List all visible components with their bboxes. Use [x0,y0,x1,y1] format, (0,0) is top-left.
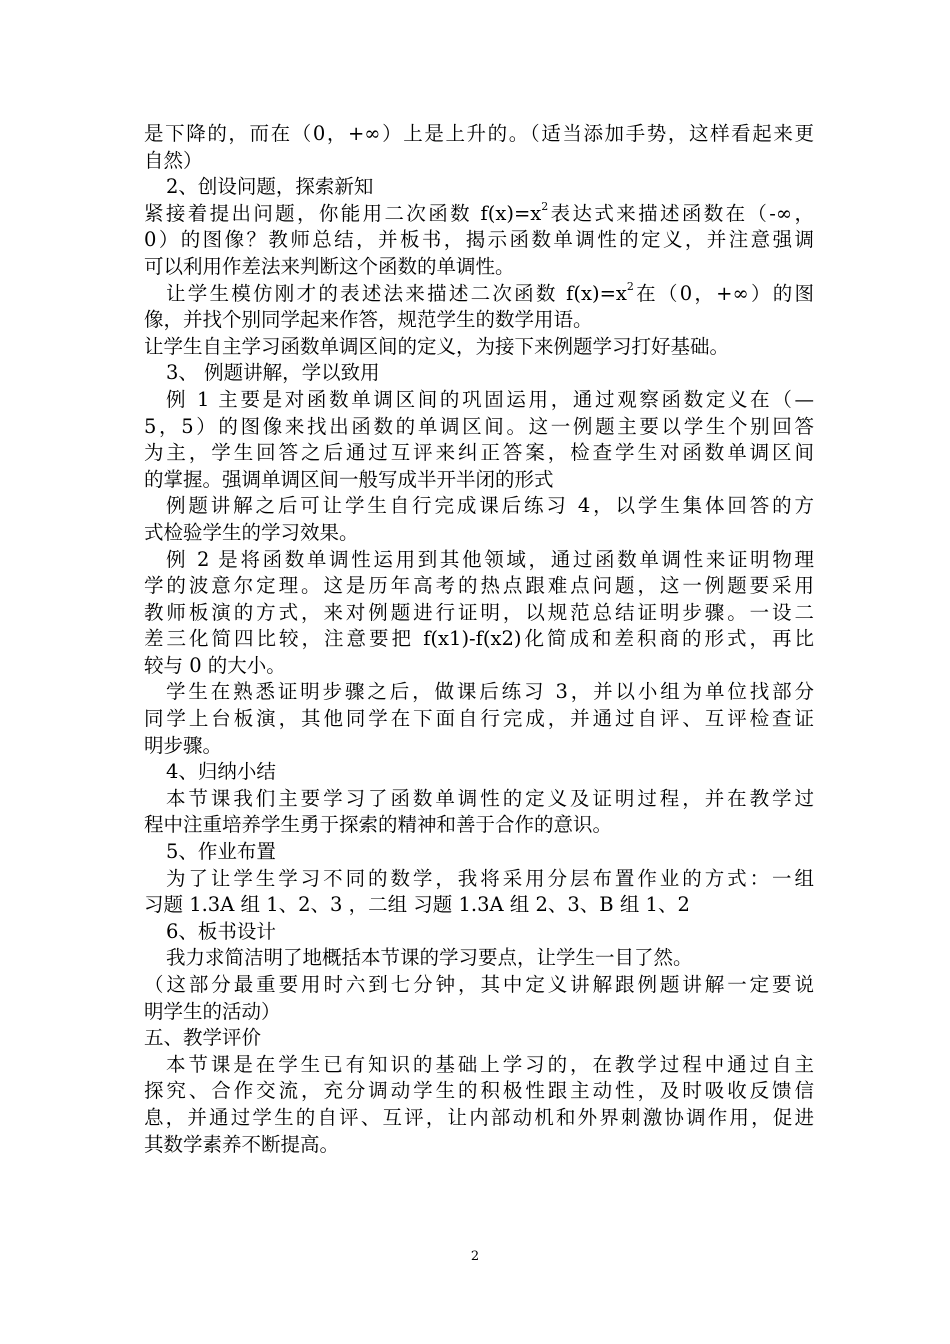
document-body [144,121,814,1158]
section-heading: 2、创设问题，探索新知 [166,175,374,199]
text-line: 本节课我们主要学习了函数单调性的定义及证明过程，并在教学过 [166,786,814,810]
text-line: 习题 1.3A 组 1、2、3 ，二组 习题 1.3A 组 2、3、B 组 1、2 [144,893,690,917]
text-line: 为主，学生回答之后通过互评来纠正答案，检查学生对函数单调区间 [144,441,814,465]
text-line: 例题讲解之后可让学生自行完成课后练习 4，以学生集体回答的方 [166,494,814,518]
superscript: 2 [626,280,634,294]
text-line: 差三化简四比较，注意要把 f(x1)-f(x2)化简成和差积商的形式，再比 [144,627,814,651]
text-line: 例 2 是将函数单调性运用到其他领域，通过函数单调性来证明物理 [166,547,814,571]
text-line: 0）的图像？教师总结，并板书，揭示函数单调性的定义，并注意强调 [144,228,814,252]
text-line: 可以利用作差法来判断这个函数的单调性。 [144,254,515,278]
section-heading: 4、归纳小结 [166,760,276,784]
text-fragment: 表达式来描述函数在（-∞， [548,201,814,225]
text-line: （这部分最重要用时六到七分钟，其中定义讲解跟例题讲解一定要说 [144,973,814,996]
text-line: 让学生自主学习函数单调区间的定义，为接下来例题学习打好基础。 [144,334,730,358]
text-line: 明步骤。 [144,733,223,757]
text-line: 其数学素养不断提高。 [144,1132,340,1156]
text-line: 是下降的，而在（0，+∞）上是上升的。（适当添加手势，这样看起来更 [144,122,814,145]
text-line: 例 1 主要是对函数单调区间的巩固运用，通过观察函数定义在（— [166,387,814,411]
text-line: 较与 0 的大小。 [144,653,286,677]
text-line: 息，并通过学生的自评、互评，让内部动机和外界刺激协调作用，促进 [144,1105,814,1129]
text-line: 学的波意尔定理。这是历年高考的热点跟难点问题，这一例题要采用 [144,574,814,598]
text-fragment: 在（0，+∞）的图 [633,281,814,305]
text-fragment: 紧接着提出问题，你能用二次函数 f(x)=x [144,201,542,225]
text-fragment: 让学生模仿刚才的表述法来描述二次函数 f(x)=x [166,281,627,305]
page-number: 2 [470,1249,480,1264]
text-line: 像，并找个别同学起来作答，规范学生的数学用语。 [144,308,593,332]
text-line: 探究、合作交流，充分调动学生的积极性跟主动性，及时吸收反馈信 [144,1079,814,1103]
text-line: 明学生的活动） [144,999,281,1023]
superscript: 2 [541,200,549,214]
text-line [144,281,814,308]
text-line: 本节课是在学生已有知识的基础上学习的，在教学过程中通过自主 [166,1052,814,1076]
section-heading: 5、作业布置 [166,840,276,864]
text-line [144,201,814,228]
text-line: 自然） [144,148,203,172]
text-line: 程中注重培养学生勇于探索的精神和善于合作的意识。 [144,813,613,837]
text-line: 式检验学生的学习效果。 [144,520,359,544]
text-line: 学生在熟悉证明步骤之后，做课后练习 3，并以小组为单位找部分 [166,680,814,704]
text-line: 我力求简洁明了地概括本节课的学习要点，让学生一目了然。 [166,946,693,970]
text-line: 5，5）的图像来找出函数的单调区间。这一例题主要以学生个别回答 [144,414,814,438]
section-heading: 3、 例题讲解，学以致用 [166,361,380,385]
text-line: 的掌握。强调单调区间一般写成半开半闭的形式 [144,467,554,491]
text-line: 同学上台板演，其他同学在下面自行完成，并通过自评、互评检查证 [144,707,814,731]
section-heading: 6、板书设计 [166,919,276,943]
text-line: 教师板演的方式，来对例题进行证明，以规范总结证明步骤。一设二 [144,600,814,624]
text-line: 为了让学生学习不同的数学，我将采用分层布置作业的方式：一组 [166,866,814,890]
section-heading: 五、教学评价 [144,1026,262,1050]
